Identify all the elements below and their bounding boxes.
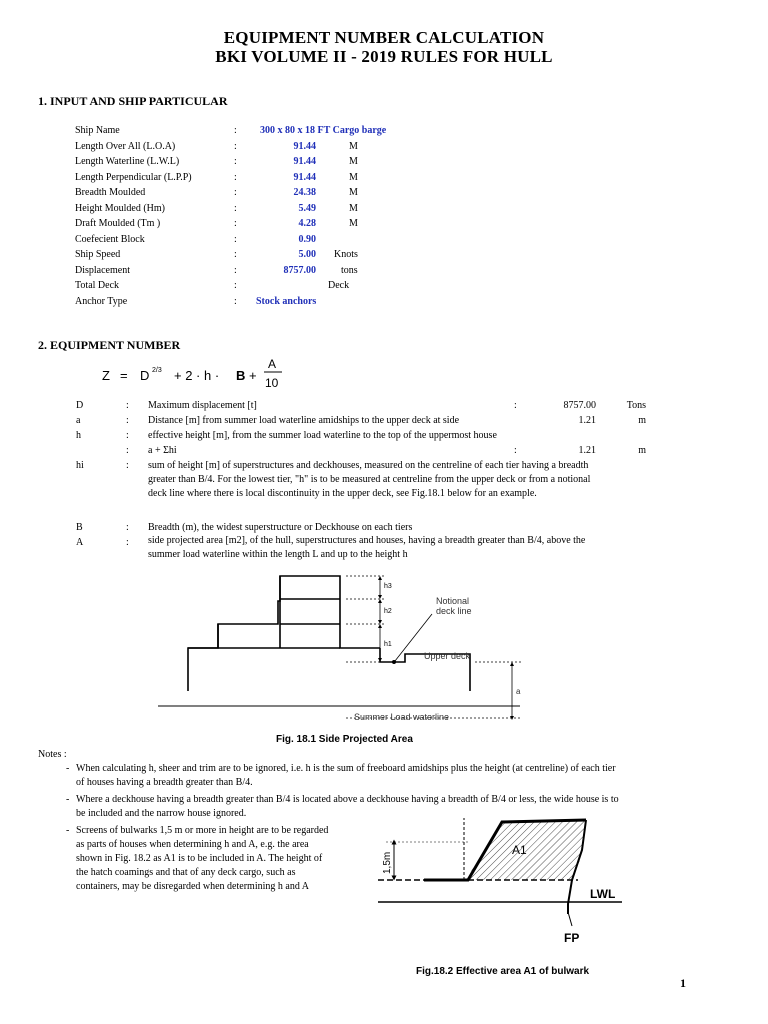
note3-line4: the hatch coamings and that of any deck cargo, such as: [76, 867, 296, 878]
label-h2: h2: [384, 608, 392, 615]
particular-value: 24.38: [293, 187, 316, 198]
def-a-value: 1.21: [578, 415, 596, 426]
note3-line2: as parts of houses when determining h and A, e.g. the area: [76, 839, 309, 850]
label-summer-load-waterline: Summer Load waterline: [354, 712, 450, 722]
def-a-sep: :: [126, 415, 129, 426]
note2-bullet: -: [66, 794, 70, 805]
def-a-unit: m: [638, 415, 646, 426]
particular-value: 91.44: [293, 172, 316, 183]
def-h2-unit: m: [638, 445, 646, 456]
formula-b: B: [236, 368, 246, 383]
particular-unit: M: [349, 172, 358, 183]
note3-line1: Screens of bulwarks 1,5 m or more in height are to be regarded: [76, 825, 329, 836]
particular-label: Length Perpendicular (L.P.P): [75, 172, 192, 183]
def-a-symbol: a: [76, 415, 81, 426]
particular-separator: :: [234, 296, 237, 307]
particular-separator: :: [234, 172, 237, 183]
label-upper-deck: Upper deck: [424, 651, 471, 661]
note1-line1: When calculating h, sheer and trim are to be ignored, i.e. h is the sum of freeboard amidships plus the height (at centreline) of each tier: [76, 763, 616, 774]
note1-line2: of houses having a breadth greater than B/4.: [76, 777, 253, 788]
equipment-number-formula: [96, 358, 296, 392]
particular-label: Ship Name: [75, 125, 120, 136]
def-d-value: 8757.00: [563, 400, 596, 411]
def-d-sep2: :: [514, 400, 517, 411]
label-h1: h1: [384, 641, 392, 648]
section1-heading: 1. INPUT AND SHIP PARTICULAR: [38, 94, 228, 108]
label-h3: h3: [384, 583, 392, 590]
def-hi-line2: greater than B/4. For the lowest tier, "h" is to be measured at centreline from the upper deck or from a notional: [148, 474, 591, 485]
def-h2-sep: :: [126, 445, 129, 456]
particular-unit: M: [349, 141, 358, 152]
particular-separator: :: [234, 156, 237, 167]
formula-plus: +: [249, 368, 257, 383]
particular-value: 5.49: [298, 203, 316, 214]
document-subtitle: BKI VOLUME II - 2019 RULES FOR HULL: [215, 47, 553, 66]
particular-separator: :: [234, 187, 237, 198]
label-notional: Notional: [436, 596, 470, 606]
particular-unit: M: [349, 203, 358, 214]
def-d-unit: Tons: [626, 400, 646, 411]
note2-line1: Where a deckhouse having a breadth greater than B/4 is located above a deckhouse having a breadth of B/4 or less, the wide house is to: [76, 794, 619, 805]
formula-middle: + 2 · h ·: [174, 368, 220, 383]
particular-separator: :: [234, 141, 237, 152]
formula-d: D: [140, 368, 150, 383]
note1-bullet: -: [66, 763, 70, 774]
fp-marker: [568, 912, 572, 926]
figure-18-2-caption: Fig.18.2 Effective area A1 of bulwark: [416, 966, 590, 977]
def-d-text: Maximum displacement [t]: [148, 400, 257, 411]
formula-equals: =: [120, 368, 128, 383]
particular-separator: :: [234, 249, 237, 260]
def-hi-line3: deck line where there is local discontinuity in the upper deck, see Fig.18.1 below for an example.: [148, 488, 537, 499]
formula-exponent: 2/3: [152, 367, 162, 374]
note3-line5: containers, may be disregarded when determining h and A: [76, 881, 309, 892]
note3-bullet: -: [66, 825, 70, 836]
height-dimension-lines: [346, 576, 522, 718]
particular-label: Total Deck: [75, 280, 120, 291]
formula-denominator: 10: [265, 376, 279, 390]
particular-unit: M: [349, 156, 358, 167]
def-a-area-line2: summer load waterline within the length L and up to the height h: [148, 549, 408, 560]
particular-value: 300 x 80 x 18 FT Cargo barge: [260, 125, 387, 136]
particular-unit: M: [349, 218, 358, 229]
def-hi-line1: sum of height [m] of superstructures and deckhouses, measured on the centreline of each tier having a breadth: [148, 460, 589, 471]
particular-value: 91.44: [293, 141, 316, 152]
document-title: EQUIPMENT NUMBER CALCULATION: [223, 28, 545, 47]
figure-18-1-side-projected-area: [150, 566, 530, 756]
particular-label: Displacement: [75, 265, 130, 276]
particular-separator: :: [234, 203, 237, 214]
particular-separator: :: [234, 265, 237, 276]
label-lwl: LWL: [590, 887, 616, 901]
particular-value: 4.28: [298, 218, 316, 229]
def-b-symbol: B: [76, 522, 83, 533]
label-1-5m: 1,5m: [382, 851, 393, 874]
particular-separator: :: [234, 280, 237, 291]
def-b-sep: :: [126, 522, 129, 533]
section2-heading: 2. EQUIPMENT NUMBER: [38, 338, 181, 352]
label-deck-line: deck line: [436, 606, 472, 616]
def-d-sep: :: [126, 400, 129, 411]
particular-label: Anchor Type: [75, 296, 128, 307]
particular-unit: Knots: [334, 249, 358, 260]
def-hi-symbol: hi: [76, 460, 84, 471]
particular-unit: M: [349, 187, 358, 198]
particular-value: 5.00: [298, 249, 316, 260]
notes-heading: Notes :: [38, 749, 67, 760]
page-number: 1: [680, 976, 686, 990]
particular-value: 8757.00: [283, 265, 316, 276]
def-a-area-line1: side projected area [m2], of the hull, superstructures and houses, having a breadth greater than B/4, above the: [148, 535, 586, 546]
particular-label: Coefecient Block: [75, 234, 145, 245]
def-d-symbol: D: [76, 400, 84, 411]
formula-numerator: A: [268, 358, 277, 371]
particular-separator: :: [234, 218, 237, 229]
particular-separator: :: [234, 234, 237, 245]
def-hi-sep: :: [126, 460, 129, 471]
notional-deck-point: [392, 660, 396, 664]
figure-18-1-caption: Fig. 18.1 Side Projected Area: [276, 734, 413, 745]
def-h2-sep2: :: [514, 445, 517, 456]
particular-label: Ship Speed: [75, 249, 121, 260]
particular-value: Stock anchors: [256, 296, 317, 307]
def-h2-value: 1.21: [578, 445, 596, 456]
particular-value: 91.44: [293, 156, 316, 167]
def-a-text: Distance [m] from summer load waterline amidships to the upper deck at side: [148, 415, 460, 426]
label-a: a: [516, 687, 521, 696]
particular-unit: Deck: [328, 280, 350, 291]
particular-label: Draft Moulded (Tm ): [75, 218, 161, 229]
note3-line3: shown in Fig. 18.2 as A1 is to be included in A. The height of: [76, 853, 323, 864]
particular-label: Length Waterline (L.W.L): [75, 156, 180, 167]
particular-label: Height Moulded (Hm): [75, 203, 165, 214]
particular-label: Breadth Moulded: [75, 187, 146, 198]
particular-value: 0.90: [298, 234, 316, 245]
def-a-area-sep: :: [126, 537, 129, 548]
figure-18-2-bulwark: [372, 814, 642, 984]
def-a-area-symbol: A: [76, 537, 84, 548]
def-h2-text: a + Σhi: [148, 445, 177, 456]
def-b-text: Breadth (m), the widest superstructure or Deckhouse on each tiers: [148, 522, 413, 533]
particular-label: Length Over All (L.O.A): [75, 141, 176, 152]
def-h-sep: :: [126, 430, 129, 441]
def-h-text: effective height [m], from the summer load waterline to the top of the uppermost house: [148, 430, 497, 441]
label-a1: A1: [512, 843, 527, 857]
particular-unit: tons: [341, 265, 358, 276]
formula-z: Z: [102, 368, 110, 383]
note2-line2: be included and the narrow house ignored.: [76, 808, 247, 819]
particular-separator: :: [234, 125, 237, 136]
label-fp: FP: [564, 931, 580, 945]
def-h-symbol: h: [76, 430, 81, 441]
